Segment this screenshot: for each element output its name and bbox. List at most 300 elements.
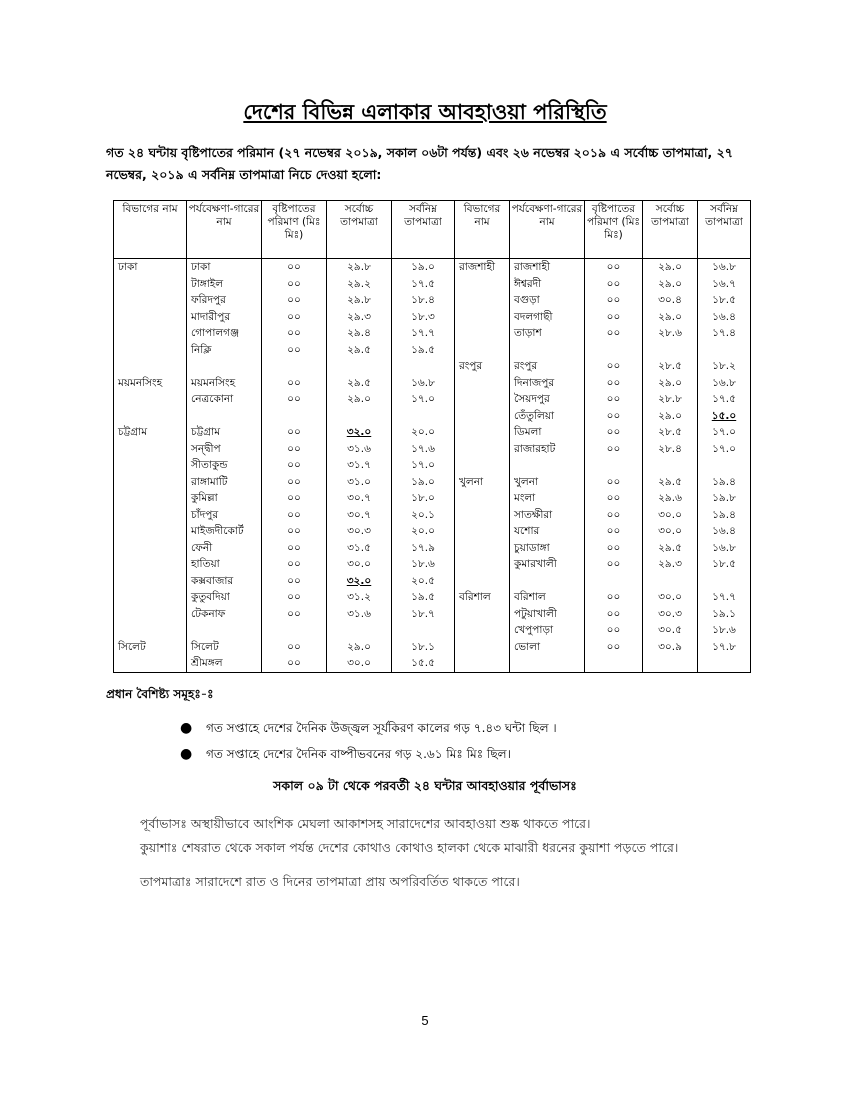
- table-row: [114, 457, 751, 474]
- cell-value: রাঙ্গামাটি: [191, 475, 228, 488]
- cell-value: ০০: [606, 360, 621, 373]
- table-row: [114, 523, 751, 540]
- cell-value: ৩১.০: [347, 475, 371, 488]
- cell-division: [114, 606, 187, 623]
- cell-value: ১৯.০: [411, 261, 435, 274]
- cell-station: [187, 342, 262, 359]
- cell-division: [114, 259, 187, 276]
- cell-station: [510, 457, 585, 474]
- cell-station: [187, 507, 262, 524]
- cell-value: ২৯.৮: [347, 294, 371, 307]
- cell-value: ১৯.৮: [712, 492, 736, 505]
- cell-value: ০০: [606, 393, 621, 406]
- cell-value: ০০: [606, 558, 621, 571]
- cell-max-temp: [327, 441, 392, 458]
- cell-value: ৩০.৭: [347, 492, 371, 505]
- cell-value: ১৬.৪: [712, 310, 736, 323]
- cell-max-temp: [327, 276, 392, 293]
- cell-min-temp: [392, 573, 455, 590]
- cell-value: ১৮.৬: [411, 558, 435, 571]
- cell-station: [510, 540, 585, 557]
- cell-value: বরিশাল: [459, 591, 491, 604]
- cell-division: [114, 292, 187, 309]
- cell-station: [510, 523, 585, 540]
- cell-value: ১৭.০: [712, 442, 736, 455]
- cell-station: [510, 391, 585, 408]
- table-row: [114, 342, 751, 359]
- cell-min-temp: [698, 639, 751, 656]
- cell-value: ১৭.০: [411, 393, 435, 406]
- cell-station: [187, 622, 262, 639]
- cell-min-temp: [392, 342, 455, 359]
- cell-division: [114, 573, 187, 590]
- cell-min-temp: [392, 309, 455, 326]
- cell-station: [187, 639, 262, 656]
- cell-rainfall: [262, 325, 327, 342]
- cell-min-temp: [698, 424, 751, 441]
- cell-value: ২০.১: [411, 508, 435, 521]
- cell-value: ময়মনসিংহ: [118, 376, 163, 389]
- cell-min-temp: [392, 474, 455, 491]
- cell-station: [510, 375, 585, 392]
- cell-min-temp: [392, 391, 455, 408]
- cell-station: [187, 474, 262, 491]
- cell-max-temp: [643, 523, 698, 540]
- cell-rainfall: [262, 622, 327, 639]
- cell-min-temp: [698, 309, 751, 326]
- cell-max-temp: [643, 292, 698, 309]
- cell-division: [114, 639, 187, 656]
- cell-value: ০০: [287, 591, 301, 604]
- cell-division: [114, 655, 187, 672]
- cell-min-temp: [698, 276, 751, 293]
- cell-division: [114, 375, 187, 392]
- cell-value: ২৮.৫: [658, 360, 682, 373]
- cell-max-temp: [327, 424, 392, 441]
- cell-value: খুলনা: [514, 475, 539, 488]
- cell-value: ৩০.৯: [658, 640, 682, 653]
- table-row: [114, 276, 751, 293]
- cell-value: ০০: [606, 607, 621, 620]
- cell-max-temp: [327, 292, 392, 309]
- cell-min-temp: [698, 292, 751, 309]
- cell-max-temp: [327, 342, 392, 359]
- table-row: [114, 424, 751, 441]
- cell-value: ৩১.৬: [347, 442, 371, 455]
- cell-value: ০০: [606, 409, 621, 422]
- cell-rainfall: [262, 408, 327, 425]
- cell-value: ০০: [606, 310, 621, 323]
- cell-division: [455, 309, 510, 326]
- cell-min-temp: [698, 490, 751, 507]
- cell-max-temp: [327, 375, 392, 392]
- cell-station: [510, 309, 585, 326]
- cell-rainfall: [585, 408, 643, 425]
- cell-rainfall: [585, 507, 643, 524]
- cell-division: [455, 408, 510, 425]
- cell-max-temp: [327, 639, 392, 656]
- cell-value: ১৭.৯: [411, 541, 435, 554]
- cell-min-temp: [392, 408, 455, 425]
- cell-max-temp: [327, 391, 392, 408]
- cell-value: ৩০.০: [347, 558, 371, 571]
- cell-division: [114, 441, 187, 458]
- cell-value: ১৭.০: [411, 459, 435, 472]
- cell-station: [510, 441, 585, 458]
- cell-value: চুয়াডাঙ্গা: [514, 541, 550, 554]
- cell-station: [187, 589, 262, 606]
- cell-station: [187, 573, 262, 590]
- cell-rainfall: [585, 523, 643, 540]
- cell-value: ফরিদপুর: [191, 294, 226, 307]
- cell-min-temp: [698, 573, 751, 590]
- cell-division: [455, 358, 510, 375]
- cell-max-temp: [643, 259, 698, 276]
- cell-value: ২০.৫: [411, 574, 435, 587]
- cell-value: বগুড়া: [514, 294, 540, 307]
- cell-station: [187, 292, 262, 309]
- cell-value: খেপুপাড়া: [514, 624, 553, 637]
- cell-min-temp: [392, 556, 455, 573]
- cell-max-temp: [327, 259, 392, 276]
- cell-value: ৩২.০: [346, 426, 372, 439]
- cell-value: ৩০.৩: [658, 607, 682, 620]
- cell-division: [455, 490, 510, 507]
- cell-min-temp: [392, 358, 455, 375]
- cell-value: রাজশাহী: [514, 261, 550, 274]
- cell-division: [114, 424, 187, 441]
- cell-min-temp: [392, 276, 455, 293]
- cell-rainfall: [262, 342, 327, 359]
- table-row: [114, 655, 751, 672]
- cell-value: শ্রীমঙ্গল: [191, 657, 223, 670]
- cell-value: ২৮.৬: [658, 327, 682, 340]
- cell-value: ১৮.৫: [712, 558, 736, 571]
- cell-value: ২৯.৫: [658, 475, 682, 488]
- cell-max-temp: [643, 276, 698, 293]
- cell-value: পটুয়াখালী: [514, 607, 557, 620]
- cell-value: ২৯.৩: [658, 558, 682, 571]
- cell-value: সৈয়দপুর: [514, 393, 550, 406]
- cell-division: [455, 655, 510, 672]
- table-row: [114, 540, 751, 557]
- cell-value: ৩০.৪: [658, 294, 682, 307]
- cell-value: ১৮.৫: [712, 294, 736, 307]
- forecast-fog: কুয়াশাঃ শেষরাত থেকে সকাল পর্যন্ত দেশের কোথাও কোথাও হালকা থেকে মাঝারী ধরনের কুয়াশা পড়তে পারে।: [140, 840, 679, 855]
- cell-min-temp: [392, 259, 455, 276]
- cell-division: [455, 540, 510, 557]
- cell-max-temp: [327, 655, 392, 672]
- cell-station: [187, 309, 262, 326]
- cell-min-temp: [698, 325, 751, 342]
- cell-value: ১৮.৭: [411, 607, 435, 620]
- cell-division: [114, 490, 187, 507]
- cell-station: [510, 606, 585, 623]
- cell-value: ০০: [606, 376, 621, 389]
- cell-value: ১৮.২: [712, 360, 736, 373]
- cell-value: ২০.০: [411, 426, 435, 439]
- cell-min-temp: [698, 606, 751, 623]
- cell-rainfall: [585, 589, 643, 606]
- cell-rainfall: [262, 358, 327, 375]
- cell-max-temp: [643, 408, 698, 425]
- cell-division: [455, 457, 510, 474]
- cell-max-temp: [643, 573, 698, 590]
- cell-rainfall: [585, 540, 643, 557]
- cell-value: কুমারখালী: [514, 558, 557, 571]
- cell-division: [455, 523, 510, 540]
- cell-value: ময়মনসিংহ: [191, 376, 236, 389]
- features-title: প্রধান বৈশিষ্ট্য সমূহঃ-ঃ: [106, 687, 214, 701]
- cell-value: ৩০.৫: [658, 624, 682, 637]
- cell-rainfall: [585, 424, 643, 441]
- cell-value: ০০: [606, 591, 621, 604]
- cell-station: [510, 424, 585, 441]
- cell-min-temp: [698, 507, 751, 524]
- cell-value: ০০: [287, 459, 301, 472]
- cell-min-temp: [392, 457, 455, 474]
- cell-rainfall: [262, 639, 327, 656]
- cell-max-temp: [643, 490, 698, 507]
- cell-max-temp: [643, 507, 698, 524]
- cell-value: ১৭.৫: [712, 393, 736, 406]
- cell-min-temp: [698, 358, 751, 375]
- cell-rainfall: [585, 490, 643, 507]
- forecast-title: সকাল ০৯ টা থেকে পরবর্তী ২৪ ঘন্টার আবহাওয়ার পূর্বাভাসঃ: [273, 778, 577, 793]
- cell-rainfall: [585, 375, 643, 392]
- cell-max-temp: [643, 556, 698, 573]
- cell-division: [114, 474, 187, 491]
- cell-division: [114, 507, 187, 524]
- cell-value: ১৮.০: [411, 492, 435, 505]
- cell-division: [455, 375, 510, 392]
- list-item-text: গত সপ্তাহে দেশের দৈনিক বাষ্পীভবনের গড় ২.৬১ মিঃ মিঃ ছিল।: [206, 747, 511, 761]
- cell-station: [510, 589, 585, 606]
- cell-value: ১৫.০: [711, 409, 737, 422]
- list-item: [170, 744, 557, 770]
- cell-station: [187, 276, 262, 293]
- cell-max-temp: [643, 457, 698, 474]
- cell-rainfall: [262, 292, 327, 309]
- cell-rainfall: [585, 606, 643, 623]
- cell-division: [114, 589, 187, 606]
- cell-value: ০০: [287, 277, 301, 290]
- cell-max-temp: [643, 540, 698, 557]
- cell-value: ১৬.৮: [712, 261, 736, 274]
- cell-value: ভোলা: [514, 640, 540, 653]
- cell-max-temp: [643, 358, 698, 375]
- cell-value: চট্টগ্রাম: [118, 426, 148, 439]
- page-number: 5: [421, 1013, 429, 1028]
- cell-min-temp: [698, 589, 751, 606]
- cell-value: ০০: [287, 393, 301, 406]
- cell-rainfall: [585, 309, 643, 326]
- cell-rainfall: [585, 573, 643, 590]
- cell-max-temp: [643, 474, 698, 491]
- cell-max-temp: [643, 589, 698, 606]
- cell-value: ১৫.৫: [411, 657, 435, 670]
- cell-rainfall: [262, 606, 327, 623]
- cell-value: ১৬.৮: [712, 541, 736, 554]
- cell-value: ০০: [287, 475, 301, 488]
- cell-station: [187, 540, 262, 557]
- cell-value: রাজারহাট: [514, 442, 556, 455]
- cell-max-temp: [327, 408, 392, 425]
- cell-value: ৩০.৩: [347, 525, 371, 538]
- cell-value: ৩১.৬: [347, 607, 371, 620]
- cell-rainfall: [585, 292, 643, 309]
- cell-value: কক্সবাজার: [191, 574, 234, 587]
- cell-max-temp: [327, 507, 392, 524]
- cell-value: ২৯.৫: [658, 541, 682, 554]
- cell-value: ১৭.৪: [712, 327, 736, 340]
- cell-division: [455, 622, 510, 639]
- cell-value: রংপুর: [459, 360, 483, 373]
- cell-division: [455, 391, 510, 408]
- cell-value: ০০: [287, 492, 301, 505]
- cell-value: যশোর: [514, 525, 540, 538]
- table-row: [114, 507, 751, 524]
- cell-min-temp: [392, 441, 455, 458]
- cell-value: ডিমলা: [514, 426, 542, 439]
- table-row: [114, 292, 751, 309]
- cell-station: [187, 441, 262, 458]
- cell-value: ০০: [606, 294, 621, 307]
- cell-min-temp: [392, 507, 455, 524]
- cell-value: ৩০.০: [347, 657, 371, 670]
- cell-min-temp: [698, 523, 751, 540]
- features-list: [170, 718, 557, 770]
- cell-value: ৩১.২: [347, 591, 371, 604]
- cell-rainfall: [262, 655, 327, 672]
- cell-value: ০০: [606, 426, 621, 439]
- cell-max-temp: [643, 639, 698, 656]
- cell-rainfall: [262, 441, 327, 458]
- cell-value: ফেনী: [191, 541, 213, 554]
- cell-division: [455, 259, 510, 276]
- cell-min-temp: [698, 408, 751, 425]
- cell-value: ৩০.৭: [347, 508, 371, 521]
- cell-value: দিনাজপুর: [514, 376, 555, 389]
- cell-rainfall: [262, 523, 327, 540]
- cell-value: ১৮.৩: [411, 310, 435, 323]
- cell-min-temp: [392, 622, 455, 639]
- cell-rainfall: [262, 556, 327, 573]
- cell-station: [187, 655, 262, 672]
- cell-station: [187, 391, 262, 408]
- cell-division: [455, 325, 510, 342]
- cell-division: [114, 342, 187, 359]
- table-body: [114, 259, 751, 673]
- cell-station: [510, 259, 585, 276]
- cell-division: [455, 556, 510, 573]
- cell-rainfall: [262, 540, 327, 557]
- cell-value: তেঁতুলিয়া: [514, 409, 555, 422]
- cell-value: ১৬.৭: [712, 277, 736, 290]
- cell-value: ২৯.০: [658, 261, 682, 274]
- cell-division: [114, 540, 187, 557]
- cell-max-temp: [643, 309, 698, 326]
- table-row: [114, 259, 751, 276]
- cell-min-temp: [698, 457, 751, 474]
- cell-min-temp: [392, 589, 455, 606]
- table-row: [114, 639, 751, 656]
- cell-rainfall: [262, 391, 327, 408]
- cell-min-temp: [698, 622, 751, 639]
- cell-rainfall: [262, 375, 327, 392]
- cell-division: [455, 276, 510, 293]
- cell-value: ২৯.৮: [347, 261, 371, 274]
- cell-max-temp: [327, 606, 392, 623]
- table-row: [114, 375, 751, 392]
- cell-division: [455, 424, 510, 441]
- cell-division: [455, 573, 510, 590]
- cell-min-temp: [392, 655, 455, 672]
- header-max-temp: সর্বোচ্চ তাপমাত্রা: [327, 201, 392, 259]
- cell-rainfall: [585, 556, 643, 573]
- cell-rainfall: [585, 474, 643, 491]
- cell-division: [114, 358, 187, 375]
- cell-max-temp: [327, 589, 392, 606]
- cell-value: বরিশাল: [514, 591, 546, 604]
- cell-max-temp: [643, 655, 698, 672]
- cell-max-temp: [327, 309, 392, 326]
- cell-value: টেকনাফ: [191, 607, 226, 620]
- cell-max-temp: [643, 325, 698, 342]
- cell-station: [187, 325, 262, 342]
- cell-value: তাড়াশ: [514, 327, 542, 340]
- cell-min-temp: [392, 490, 455, 507]
- cell-station: [510, 408, 585, 425]
- table-row: [114, 408, 751, 425]
- cell-min-temp: [392, 325, 455, 342]
- cell-rainfall: [585, 276, 643, 293]
- cell-min-temp: [698, 391, 751, 408]
- cell-value: ২৯.৪: [347, 327, 371, 340]
- cell-station: [510, 474, 585, 491]
- cell-max-temp: [643, 606, 698, 623]
- table-row: [114, 573, 751, 590]
- cell-min-temp: [698, 556, 751, 573]
- cell-rainfall: [585, 259, 643, 276]
- cell-min-temp: [698, 342, 751, 359]
- cell-value: ২৯.০: [658, 310, 682, 323]
- cell-value: চাঁদপুর: [191, 508, 219, 521]
- cell-division: [114, 276, 187, 293]
- cell-rainfall: [262, 474, 327, 491]
- cell-division: [114, 325, 187, 342]
- table-row: [114, 391, 751, 408]
- cell-value: ৩১.৭: [347, 459, 371, 472]
- table-row: [114, 441, 751, 458]
- cell-value: ১৯.০: [411, 475, 435, 488]
- cell-value: খুলনা: [459, 475, 484, 488]
- cell-station: [187, 259, 262, 276]
- cell-value: ১৯.৫: [411, 591, 435, 604]
- cell-value: ০০: [287, 657, 301, 670]
- cell-division: [114, 622, 187, 639]
- list-item-text: গত সপ্তাহে দেশের দৈনিক উজ্জ্বল সূর্যকিরণ কালের গড় ৭.৪৩ ঘন্টা ছিল ।: [206, 721, 557, 735]
- cell-min-temp: [698, 655, 751, 672]
- cell-max-temp: [327, 358, 392, 375]
- cell-min-temp: [698, 441, 751, 458]
- cell-station: [510, 292, 585, 309]
- cell-division: [114, 523, 187, 540]
- cell-min-temp: [698, 474, 751, 491]
- forecast-temperature: তাপমাত্রাঃ সারাদেশে রাত ও দিনের তাপমাত্রা প্রায় অপরিবর্তিত থাকতে পারে।: [140, 874, 520, 889]
- cell-value: ২৯.৬: [658, 492, 682, 505]
- table-row: [114, 622, 751, 639]
